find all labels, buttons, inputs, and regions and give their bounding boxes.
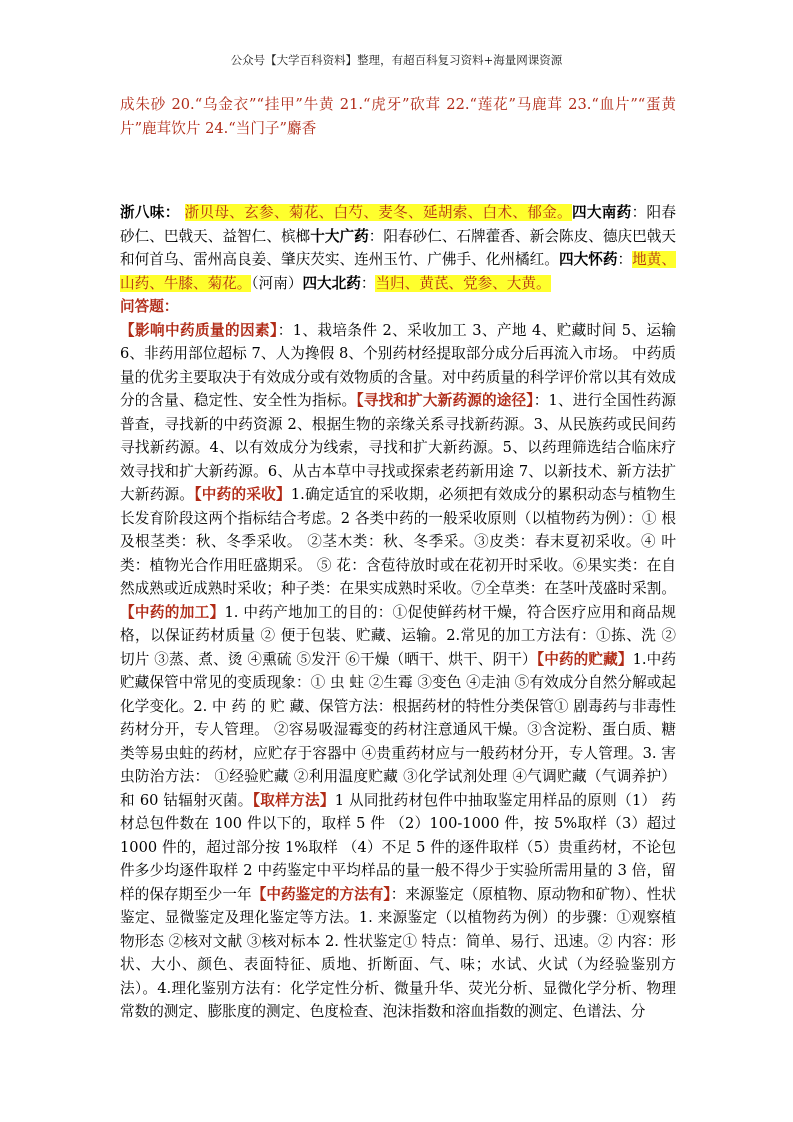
nan-text: ：阳春砂仁、巴戟天、益智仁、槟榔 xyxy=(120,204,676,245)
section-text-identification: ：来源鉴定（原植物、原动物和矿物）、性状鉴定、显微鉴定及理化鉴定等方法。1. 来源鉴定（以植物药为例）的步骤：①观察植物形态 ②核对文献 ③核对标本 2. 性状鉴定① 特点：简单、易行、迅速。② 内容：形状、大小、颜色、表面特征、质地、折断面、气、味；水试、火试（为经验鉴别方法）。4.理化鉴别方法有：化学定性分析、微量升华、荧光分析、显微化学分析、物理常数的测定、膨胀度的测定、色度检查、泡沫指数和溶血指数的测定、色谱法、分 xyxy=(120,885,676,1020)
huai-items: 地黄、山药、牛膝、菊花。 xyxy=(120,251,676,292)
section-title-new-sources: 【寻找和扩大新药源的途径】 xyxy=(356,392,534,409)
section-text-new-sources: ：1、进行全国性药源普查，寻找新的中药资源 2、根据生物的亲缘关系寻找新药源。3、从民族药或民间药寻找新药源。4、以有效成分为线索，寻找和扩大新药源。5、以药理筛选结合临床疗效寻找和扩大新药源。6、从古本草中寻找或探索老药新用途 7、以新技术、新方法扩大新药源。 xyxy=(120,392,676,503)
section-title-harvest: 【中药的采收】 xyxy=(194,486,291,503)
section-text-processing: 1. 中药产地加工的目的：①促使鲜药材干燥，符合医疗应用和商品规格，以保证药材质量 ② 便于包装、贮藏、运输。2.常见的加工方法有：①拣、洗 ② 切片 ③蒸、煮、烫 ④熏硫 ⑤发汗 ⑥干燥（晒干、烘干、阴干） xyxy=(120,603,676,668)
section-title-quality: 【影响中药质量的因素】 xyxy=(120,321,278,339)
section-text-harvest: 1.确定适宜的采收期，必须把有效成分的累积动态与植物生长发育阶段这两个指标结合考虑。2 各类中药的一般采收原则（以植物药为例）：① 根及根茎类：秋、冬季采收。 ②茎木类：秋、冬季采。③皮类：春末夏初采收。④ 叶类：植物光合作用旺盛期采。 ⑤ 花：含苞待放时或在花初开时采收。⑥果实类：在自然成熟或近成熟时采收；种子类：在果实成熟时采收。⑦全草类：在茎叶茂盛时采割。 xyxy=(120,486,676,597)
zhe-label: 浙八味： xyxy=(120,204,180,221)
section-title-storage: 【中药的贮藏】 xyxy=(536,650,633,668)
main-body xyxy=(120,201,676,1024)
huai-label: 四大怀药 xyxy=(558,251,618,268)
section-text-quality: ：1、栽培条件 2、采收加工 3、产地 4、贮藏时间 5、运输 6、非药用部位超标 7、人为搀假 8、个别药材经提取部分成分后再流入市场。 中药质量的优劣主要取决于有效成分或有效物质的含量。对中药质量的科学评价常以其有效成分的含量、稳定性、安全性为指标。 xyxy=(120,321,676,409)
huai-region: （河南） xyxy=(251,274,303,292)
section-title-sampling: 【取样方法】 xyxy=(252,791,335,809)
zhe-items: 浙贝母、玄参、菊花、白芍、麦冬、延胡索、白术、郁金。 xyxy=(184,204,572,221)
qa-label: 问答题： xyxy=(120,298,179,315)
bei-label: 四大北药 xyxy=(302,274,361,292)
page-header: 公众号【大学百科资料】整理，有超百科复习资料+海量网课资源 xyxy=(230,53,563,67)
section-title-processing: 【中药的加工】 xyxy=(120,603,225,621)
guang-text: ：阳春砂仁、石牌藿香、新会陈皮、德庆巴戟天和何首乌、雷州高良姜、肇庆芡实、连州玉竹、广佛手、化州橘红。 xyxy=(120,227,676,268)
huai-colon: ： xyxy=(617,251,633,268)
section-text-sampling: 1 从同批药材包件中抽取鉴定用样品的原则（1） 药材总包件数在 100 件以下的，取样 5 件 （2）100-1000 件，按 5%取样（3）超过 1000 件的，超过部分按 1%取样 （4）不足 5 件的逐件取样（5）贵重药材，不论包件多少均逐件取样 2 中药鉴定中平均样品的量一般不得少于实验所需用量的 3 倍，留样的保存期至少一年 xyxy=(120,791,676,903)
bei-colon: ： xyxy=(360,274,376,292)
top-paragraph: 成朱砂 20.“乌金衣”“挂甲”牛黄 21.“虎牙”砍茸 22.“莲花”马鹿茸 23.“血片”“蛋黄片”鹿茸饮片 24.“当门子”麝香 xyxy=(120,96,676,137)
section-title-identification: 【中药鉴定的方法有】 xyxy=(251,885,391,903)
guang-label: 十大广药 xyxy=(310,227,369,245)
bei-items: 当归、黄芪、党参、大黄。 xyxy=(375,274,551,292)
nan-label: 四大南药 xyxy=(571,204,632,221)
section-text-storage: 1.中药贮藏保管中常见的变质现象：① 虫 蛀 ②生霉 ③变色 ④走油 ⑤有效成分自然分解或起化学变化。2. 中 药 的 贮 藏、保管方法：根据药材的特性分类保管① 剧毒药与非毒性药材分开，专人管理。 ②容易吸湿霉变的药材注意通风干燥。③含淀粉、蛋白质、糖类等易虫蛀的药材，应贮存于容器中 ④贵重药材应与一般药材分开，专人管理。3. 害虫防治方法： ①经验贮藏 ②利用温度贮藏 ③化学试剂处理 ④气调贮藏（气调养护）和 60 钴辐射灭菌。 xyxy=(120,650,676,809)
